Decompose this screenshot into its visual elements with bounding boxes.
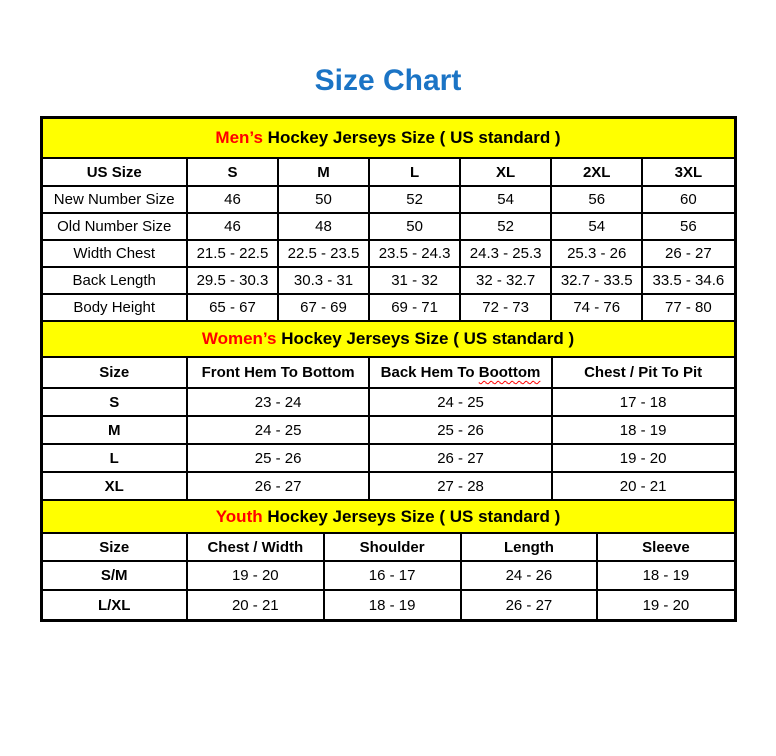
column-header: 2XL <box>551 158 642 186</box>
youth-header-row <box>43 533 734 561</box>
misspelled-word-squiggle: Boottom <box>478 364 541 381</box>
table-row <box>43 590 734 619</box>
size-value: 32 - 32.7 <box>460 267 551 294</box>
column-header: Front Hem To Bottom <box>187 357 369 388</box>
row-label: Width Chest <box>43 240 187 267</box>
size-value: 56 <box>551 186 642 213</box>
size-value: 25 - 26 <box>369 416 551 444</box>
size-value: 18 - 19 <box>324 590 461 619</box>
column-header: Length <box>461 533 598 561</box>
size-value: 32.7 - 33.5 <box>551 267 642 294</box>
column-header: Size <box>43 533 187 561</box>
column-header-text: Back Hem To <box>380 364 479 381</box>
size-value: 16 - 17 <box>324 561 461 590</box>
table-row <box>43 213 734 240</box>
column-header: Chest / Pit To Pit <box>552 357 734 388</box>
column-header: Chest / Width <box>187 533 324 561</box>
size-value: 23.5 - 24.3 <box>369 240 460 267</box>
column-header: L <box>369 158 460 186</box>
page-title: Size Chart <box>314 64 462 97</box>
row-label: Old Number Size <box>43 213 187 240</box>
size-value: 26 - 27 <box>461 590 598 619</box>
size-value: 24.3 - 25.3 <box>460 240 551 267</box>
table-row <box>43 444 734 472</box>
table-row <box>43 561 734 590</box>
womens-band-text: Hockey Jerseys Size ( US standard ) <box>276 329 575 348</box>
size-value: 21.5 - 22.5 <box>187 240 278 267</box>
size-chart <box>40 116 737 622</box>
size-value: 24 - 25 <box>187 416 369 444</box>
table-row <box>43 294 734 321</box>
size-value: 74 - 76 <box>551 294 642 321</box>
row-label: M <box>43 416 187 444</box>
size-value: 72 - 73 <box>460 294 551 321</box>
size-value: 19 - 20 <box>552 444 734 472</box>
column-header: US Size <box>43 158 187 186</box>
column-header: Shoulder <box>324 533 461 561</box>
size-value: 19 - 20 <box>597 590 733 619</box>
mens-section-band <box>43 119 734 157</box>
row-label: Back Length <box>43 267 187 294</box>
size-value: 18 - 19 <box>552 416 734 444</box>
size-value: 46 <box>187 213 278 240</box>
size-value: 46 <box>187 186 278 213</box>
column-header: Size <box>43 357 187 388</box>
column-header <box>369 357 551 388</box>
size-value: 18 - 19 <box>597 561 733 590</box>
size-value: 25 - 26 <box>187 444 369 472</box>
youth-band-highlight: Youth <box>215 506 263 526</box>
size-value: 31 - 32 <box>369 267 460 294</box>
size-value: 48 <box>278 213 369 240</box>
size-value: 77 - 80 <box>642 294 733 321</box>
row-label: XL <box>43 472 187 500</box>
youth-section-band <box>43 501 734 532</box>
size-value: 25.3 - 26 <box>551 240 642 267</box>
size-value: 56 <box>642 213 733 240</box>
size-value: 23 - 24 <box>187 388 369 416</box>
size-value: 33.5 - 34.6 <box>642 267 733 294</box>
size-value: 24 - 26 <box>461 561 598 590</box>
row-label: New Number Size <box>43 186 187 213</box>
size-value: 20 - 21 <box>187 590 324 619</box>
row-label: L/XL <box>43 590 187 619</box>
size-value: 22.5 - 23.5 <box>278 240 369 267</box>
column-header: Sleeve <box>597 533 733 561</box>
size-value: 17 - 18 <box>552 388 734 416</box>
column-header: M <box>278 158 369 186</box>
size-value: 54 <box>551 213 642 240</box>
size-value: 54 <box>460 186 551 213</box>
size-value: 26 - 27 <box>187 472 369 500</box>
mens-header-row <box>43 158 734 186</box>
table-row <box>43 240 734 267</box>
size-value: 24 - 25 <box>369 388 551 416</box>
size-value: 19 - 20 <box>187 561 324 590</box>
womens-size-table <box>43 356 734 501</box>
size-value: 52 <box>369 186 460 213</box>
row-label: L <box>43 444 187 472</box>
row-label: S/M <box>43 561 187 590</box>
size-value: 69 - 71 <box>369 294 460 321</box>
size-value: 27 - 28 <box>369 472 551 500</box>
mens-band-highlight: Men’s <box>215 128 263 147</box>
size-value: 20 - 21 <box>552 472 734 500</box>
table-row <box>43 186 734 213</box>
mens-size-table <box>43 157 734 322</box>
size-value: 65 - 67 <box>187 294 278 321</box>
table-row <box>43 416 734 444</box>
size-value: 30.3 - 31 <box>278 267 369 294</box>
column-header: 3XL <box>642 158 733 186</box>
size-value: 67 - 69 <box>278 294 369 321</box>
youth-size-table <box>43 532 734 619</box>
row-label: Body Height <box>43 294 187 321</box>
table-row <box>43 472 734 500</box>
table-row <box>43 267 734 294</box>
table-row <box>43 388 734 416</box>
size-value: 26 - 27 <box>642 240 733 267</box>
row-label: S <box>43 388 187 416</box>
column-header: S <box>187 158 278 186</box>
womens-band-highlight: Women’s <box>201 329 277 348</box>
size-value: 50 <box>278 186 369 213</box>
size-value: 29.5 - 30.3 <box>187 267 278 294</box>
womens-header-row <box>43 357 734 388</box>
size-value: 26 - 27 <box>369 444 551 472</box>
column-header: XL <box>460 158 551 186</box>
size-value: 60 <box>642 186 733 213</box>
mens-band-text: Hockey Jerseys Size ( US standard ) <box>262 128 561 147</box>
size-value: 50 <box>369 213 460 240</box>
womens-section-band <box>43 322 734 356</box>
size-value: 52 <box>460 213 551 240</box>
youth-band-text: Hockey Jerseys Size ( US standard ) <box>262 506 561 526</box>
